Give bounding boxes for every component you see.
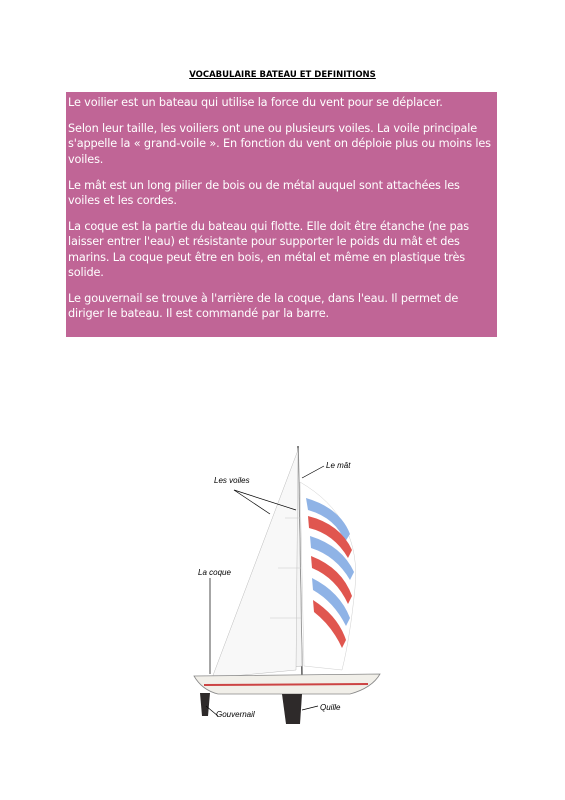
definition-voilier: Le voilier est un bateau qui utilise la force du vent pour se déplacer. [68,96,443,109]
sailboat-diagram [190,438,390,728]
definition-voiles: Selon leur taille, les voiliers ont une ou plusieurs voiles. La voile principale s'appelle la « grand-voile ». En fonction du vent on déploie plus ou moins les voiles. [68,122,491,166]
rudder-shape [200,693,210,716]
label-les-voiles: Les voiles [214,476,250,485]
label-gouvernail: Gouvernail [216,710,255,719]
hull-stripe [204,684,368,685]
label-quille: Quille [320,703,341,712]
page-title: VOCABULAIRE BATEAU ET DEFINITIONS [189,70,376,80]
label-le-mat: Le mât [326,461,351,470]
spinnaker-shape [300,482,356,670]
keel-shape [282,694,302,724]
definition-gouvernail: Le gouvernail se trouve à l'arrière de la coque, dans l'eau. Il permet de diriger le bateau. Il est commandé par la barre. [68,292,459,321]
definition-coque: La coque est la partie du bateau qui flotte. Elle doit être étanche (ne pas laisser entrer l'eau) et résistante pour supporter le poids du mât et des marins. La coque peut être en bois, en métal et même en plastique très solide. [68,220,470,279]
definitions-box [66,92,497,337]
sailboat-illustration [190,438,390,728]
label-la-coque: La coque [198,568,231,577]
definition-mat: Le mât est un long pilier de bois ou de métal auquel sont attachées les voiles et les cordes. [68,178,460,208]
